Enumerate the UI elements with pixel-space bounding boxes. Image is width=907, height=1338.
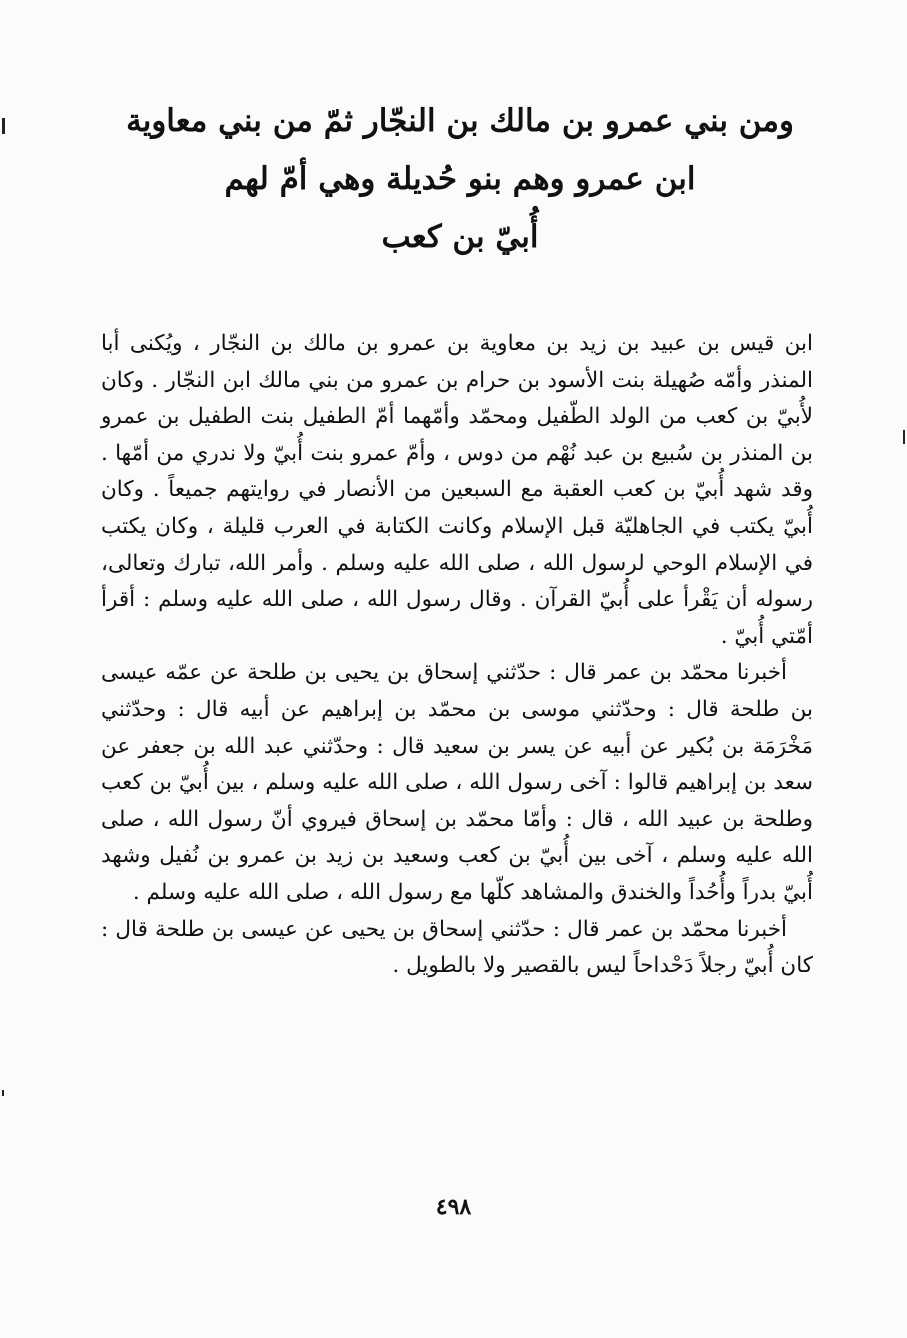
chapter-heading: [100, 92, 820, 266]
heading-line-3: أُبيّ بن كعب: [381, 219, 539, 255]
scan-edge-mark: [903, 430, 905, 444]
scan-edge-mark: [2, 1090, 4, 1096]
paragraph-narration-2: أخبرنا محمّد بن عمر قال : حدّثني إسحاق بن يحيى عن عيسى بن طلحة قال : كان أُبيّ رجلاً دَحْداحاً ليس بالقصير ولا بالطويل .: [101, 916, 813, 979]
heading-line-1: ومن بني عمرو بن مالك بن النجّار ثمّ من بني معاوية: [126, 103, 794, 139]
paragraph-biography: ابن قيس بن عبيد بن زيد بن معاوية بن عمرو بن مالك بن النجّار ، ويُكنى أبا المنذر وأمّه صُهيلة بنت الأسود بن حرام بن عمرو من بني مالك ابن النجّار . وكان لأُبيّ بن كعب من الولد الطّفيل ومحمّد وأمّهما أمّ الطفيل بنت الطفيل بن عمرو بن المنذر بن سُبيع بن عبد نُهْم من دوس ، وأمّ عمرو بنت أُبيّ ولا ندري من أمّها . وقد شهد أُبيّ بن كعب العقبة مع السبعين من الأنصار في روايتهم جميعاً . وكان أُبيّ يكتب في الجاهليّة قبل الإسلام وكانت الكتابة في العرب قليلة ، وكان يكتب في الإسلام الوحي لرسول الله ، صلى الله عليه وسلم . وأمر الله، تبارك وتعالى، رسوله أن يَقْرأ على أُبيّ القرآن . وقال رسول الله ، صلى الله عليه وسلم : أقرأ أمّتي أُبيّ .: [101, 331, 813, 649]
heading-line-2: ابن عمرو وهم بنو حُديلة وهي أمّ لهم: [224, 161, 696, 197]
paragraph-narration-1: أخبرنا محمّد بن عمر قال : حدّثني إسحاق بن يحيى بن طلحة عن عمّه عيسى بن طلحة قال : وحدّثني موسى بن محمّد بن إبراهيم عن أبيه قال : وحدّثني مَخْرَمَة بن بُكير عن أبيه عن يسر بن سعيد قال : وحدّثني عبد الله بن جعفر عن سعد بن إبراهيم قالوا : آخى رسول الله ، صلى الله عليه وسلم ، بين أُبيّ بن كعب وطلحة بن عبيد الله ، قال : وأمّا محمّد بن إسحاق فيروي أنّ رسول الله ، صلى الله عليه وسلم ، آخى بين أُبيّ بن كعب وسعيد بن زيد بن عمرو بن نُفيل وشهد أُبيّ بدراً وأُحُداً والخندق والمشاهد كلّها مع رسول الله ، صلى الله عليه وسلم .: [101, 660, 813, 905]
body-text: [101, 326, 813, 985]
page-number: ٤٩٨: [435, 1194, 472, 1220]
scan-edge-mark: [2, 118, 5, 134]
